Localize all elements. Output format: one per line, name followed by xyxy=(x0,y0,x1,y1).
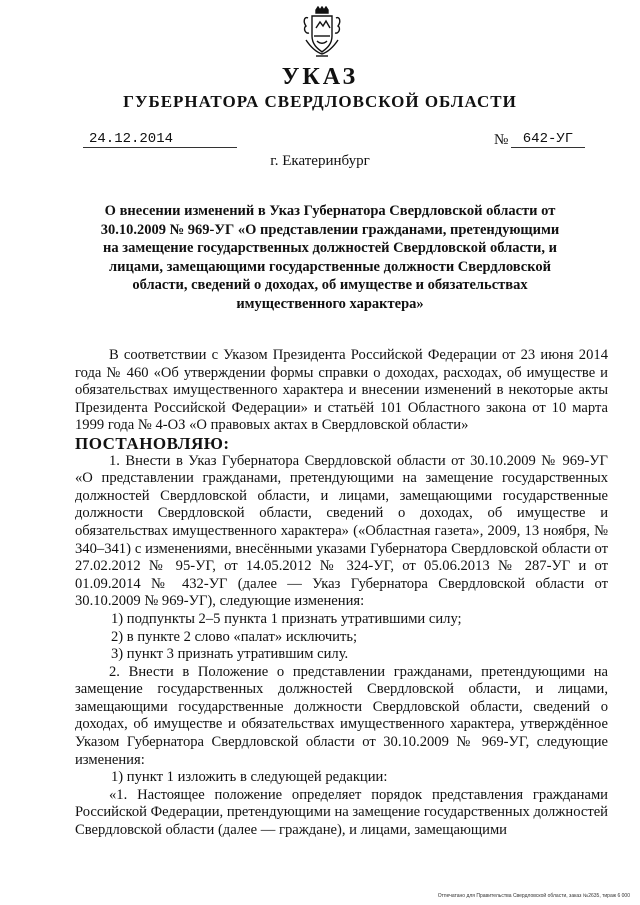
decree-word: ПОСТАНОВЛЯЮ: xyxy=(75,433,230,453)
item-2-subitem-1: 1) пункт 1 изложить в следующей редакции: xyxy=(111,769,388,786)
item-1-subitem-2: 2) в пункте 2 слово «палат» исключить; xyxy=(111,628,358,645)
document-number: 642-УГ xyxy=(511,131,585,148)
item-1: 1. Внести в Указ Губернатора Свердловской области от 30.10.2009 № 969-УГ «О представлении гражданами, претендующими на замещение государственных должностей Свердловской области, и лицами, замещающими государственные должности Свердловской области, сведений о доходах, об имуществе и обязательствах имущественного характера» («Областная газета», 2009, 13 ноября, № 340–341) с изменениями, внесёнными указами Губернатора Свердловской области от 27.02.2012 № 95-УГ, от 14.05.2012 № 324-УГ, от 05.06.2013 № 287-УГ и от 01.09.2014 № 432-УГ (далее — Указ Губернатора Свердловской области от 30.10.2009 № 969-УГ), следующие изменения: xyxy=(75,452,608,610)
document-issuer: ГУБЕРНАТОРА СВЕРДЛОВСКОЙ ОБЛАСТИ xyxy=(123,92,517,111)
document-city: г. Екатеринбург xyxy=(270,153,370,169)
document-heading: О внесении изменений в Указ Губернатора Свердловской области от 30.10.2009 № 969-УГ «О представлении гражданами, претендующими на замещение государственных должностей Свердловской области, и лицами, замещающими государственные должности Свердловской области, сведений о доходах, об имуществе и обязательствах имущественного характера» xyxy=(100,203,560,312)
number-sign: № xyxy=(494,132,509,148)
item-1-subitem-3: 3) пункт 3 признать утратившим силу. xyxy=(111,646,349,663)
intro-paragraph: В соответствии с Указом Президента Российской Федерации от 23 июня 2014 года № 460 «Об утверждении формы справки о доходах, расходах, об имуществе и обязательствах имущественного характера и внесении изменений в некоторые акты Президента Российской Федерации» и статьёй 101 Областного закона от 10 марта 1999 года № 4-ОЗ «О правовых актах в Свердловской области» xyxy=(75,347,608,434)
item-1-subitem-1: 1) подпункты 2–5 пункта 1 признать утратившими силу; xyxy=(111,610,462,627)
item-2: 2. Внести в Положение о представлении гражданами, претендующими на замещение государственных должностей Свердловской области, и лицами, замещающими государственные должности Свердловской области, сведений о доходах, об имуществе и обязательствах имущественного характера, утверждённое Указом Губернатора Свердловской области от 30.10.2009 № 969-УГ, следующие изменения: xyxy=(75,663,608,768)
item-2-quote: «1. Настоящее положение определяет порядок представления гражданами Российской Федерации, претендующими на замещение государственных должностей Свердловской области (далее — граждане), и лицами, замещающими xyxy=(75,786,608,839)
document-date: 24.12.2014 xyxy=(83,131,237,148)
coat-of-arms-icon xyxy=(302,6,342,58)
print-footer: Отпечатано для Правительства Свердловской области, заказ №2635, тираж 6 000 xyxy=(437,893,630,899)
document-body xyxy=(75,347,608,840)
document-type: УКАЗ xyxy=(281,64,359,90)
